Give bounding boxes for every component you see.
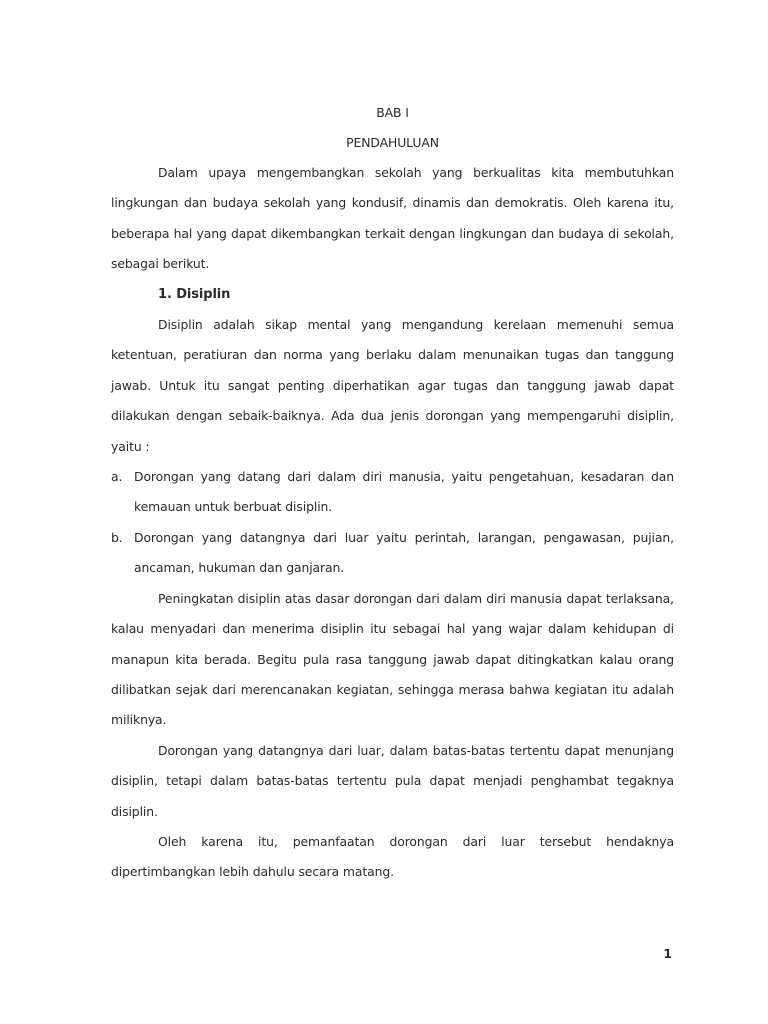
section-paragraph-4: Oleh karena itu, pemanfaatan dorongan dari luar tersebut hendaknya dipertimbangkan lebih dahulu secara matang.: [111, 833, 674, 880]
section-paragraph-2: Peningkatan disiplin atas dasar dorongan dari dalam diri manusia dapat terlaksana, kalau menyadari dan menerima disiplin itu sebagai hal yang wajar dalam kehidupan di manapun kita berada. Begitu pula rasa tanggung jawab dapat ditingkatkan kalau orang dilibatkan sejak dari merencanakan kegiatan, sehingga merasa bahwa kegiatan itu adalah miliknya.: [111, 590, 674, 728]
intro-paragraph: Dalam upaya mengembangkan sekolah yang berkualitas kita membutuhkan lingkungan dan budaya sekolah yang kondusif, dinamis dan demokratis. Oleh karena itu, beberapa hal yang dapat dikembangkan terkait dengan lingkungan dan budaya di sekolah, sebagai berikut.: [111, 165, 674, 272]
section-paragraph-1: Disiplin adalah sikap mental yang mengandung kerelaan memenuhi semua ketentuan, peratiuran dan norma yang berlaku dalam menunaikan tugas dan tanggung jawab. Untuk itu sangat penting diperhatikan agar tugas dan tanggung jawab dapat dilakukan dengan sebaik-baiknya. Ada dua jenis dorongan yang mempengaruhi disiplin, yaitu :: [111, 317, 674, 454]
chapter-label: BAB I: [376, 105, 409, 120]
list-item-text: Dorongan yang datang dari dalam diri manusia, yaitu pengetahuan, kesadaran dan kemauan untuk berbuat disiplin.: [134, 469, 674, 515]
section-heading-disiplin: 1. Disiplin: [158, 286, 231, 302]
chapter-title: PENDAHULUAN: [346, 135, 439, 150]
list-item: [111, 523, 674, 584]
page-content: [111, 98, 674, 888]
list-item: [111, 462, 674, 523]
page-number: 1: [663, 946, 672, 961]
motivation-list: [111, 462, 674, 584]
list-marker: b.: [111, 529, 123, 545]
list-item-text: Dorongan yang datangnya dari luar yaitu perintah, larangan, pengawasan, pujian, ancaman, hukuman dan ganjaran.: [134, 529, 674, 576]
list-marker: a.: [111, 469, 123, 485]
section-paragraph-3: Dorongan yang datangnya dari luar, dalam batas-batas tertentu dapat menunjang disiplin, tetapi dalam batas-batas tertentu pula dapat menjadi penghambat tegaknya disiplin.: [111, 742, 674, 819]
